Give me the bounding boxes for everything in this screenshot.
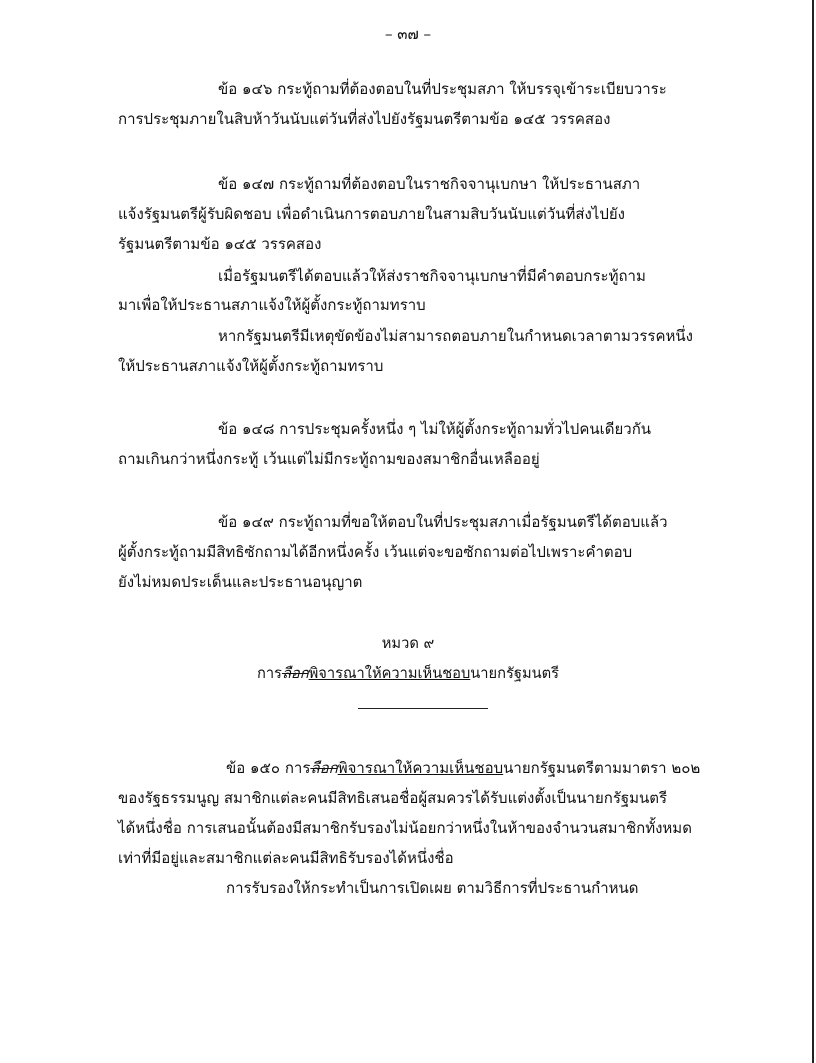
section-147-line-2: แจ้งรัฐมนตรีผู้รับผิดชอบ เพื่อดำเนินการตอบภายในสามสิบวันนับแต่วันที่ส่งไปยัง: [118, 205, 625, 223]
section-150-struck-text: ลือก: [310, 759, 338, 777]
chapter-title-struck-text: ลือก: [281, 665, 309, 682]
section-150-para-2-line-1: การรับรองให้กระทำเป็นการเปิดเผย ตามวิธีการที่ประธานกำหนด: [226, 879, 639, 897]
chapter-title-inserted-text: พิจารณาให้ความเห็นชอบ: [308, 665, 471, 682]
section-150-line-3: ได้หนึ่งชื่อ การเสนอนั้นต้องมีสมาชิกรับรองไม่น้อยกว่าหนึ่งในห้าของจำนวนสมาชิกทั้งหมด: [118, 819, 692, 837]
section-150-prefix: ข้อ ๑๕๐ การ: [226, 759, 311, 777]
section-146-line-1: ข้อ ๑๔๖ กระทู้ถามที่ต้องตอบในที่ประชุมสภา ให้บรรจุเข้าระเบียบวาระ: [218, 80, 667, 98]
section-149-line-2: ผู้ตั้งกระทู้ถามมีสิทธิซักถามได้อีกหนึ่งครั้ง เว้นแต่จะขอซักถามต่อไปเพราะคำตอบ: [118, 543, 633, 561]
section-150-suffix: นายกรัฐมนตรีตามมาตรา ๒๐๒: [503, 759, 701, 777]
section-150-line-4: เท่าที่มีอยู่และสมาชิกแต่ละคนมีสิทธิรับรองได้หนึ่งชื่อ: [118, 849, 454, 867]
chapter-separator-rule: [358, 708, 488, 709]
section-149-line-1: ข้อ ๑๔๙ กระทู้ถามที่ขอให้ตอบในที่ประชุมสภาเมื่อรัฐมนตรีได้ตอบแล้ว: [218, 513, 668, 531]
section-147-para-2-line-1: เมื่อรัฐมนตรีได้ตอบแล้วให้ส่งราชกิจจานุเบกษาที่มีคำตอบกระทู้ถาม: [218, 267, 646, 285]
section-150-line-1: [226, 757, 700, 779]
section-147-para-3-line-2: ให้ประธานสภาแจ้งให้ผู้ตั้งกระทู้ถามทราบ: [118, 357, 384, 375]
section-147-para-2-line-2: มาเพื่อให้ประธานสภาแจ้งให้ผู้ตั้งกระทู้ถามทราบ: [118, 296, 426, 314]
chapter-title-prefix: การ: [256, 665, 282, 682]
page-number: – ๓๗ –: [384, 25, 432, 43]
section-150-line-2: ของรัฐธรรมนูญ สมาชิกแต่ละคนมีสิทธิเสนอชื่อผู้สมควรได้รับแต่งตั้งเป็นนายกรัฐมนตรี: [118, 789, 668, 807]
section-147-line-3: รัฐมนตรีตามข้อ ๑๔๕ วรรคสอง: [118, 235, 322, 253]
chapter-title: [0, 663, 816, 685]
page-edge-line: [812, 0, 814, 1063]
section-147-para-3-line-1: หากรัฐมนตรีมีเหตุขัดข้องไม่สามารถตอบภายในกำหนดเวลาตามวรรคหนึ่ง: [218, 327, 693, 345]
section-148-line-2: ถามเกินกว่าหนึ่งกระทู้ เว้นแต่ไม่มีกระทู้ถามของสมาชิกอื่นเหลืออยู่: [118, 450, 540, 468]
section-148-line-1: ข้อ ๑๔๘ การประชุมครั้งหนึ่ง ๆ ไม่ให้ผู้ตั้งกระทู้ถามทั่วไปคนเดียวกัน: [218, 420, 652, 438]
chapter-label: หมวด ๙: [381, 635, 435, 652]
section-149-line-3: ยังไม่หมดประเด็นและประธานอนุญาต: [118, 573, 363, 591]
section-146-line-2: การประชุมภายในสิบห้าวันนับแต่วันที่ส่งไปยังรัฐมนตรีตามข้อ ๑๔๕ วรรคสอง: [118, 110, 611, 128]
section-147-line-1: ข้อ ๑๔๗ กระทู้ถามที่ต้องตอบในราชกิจจานุเบกษา ให้ประธานสภา: [218, 175, 641, 193]
section-150-inserted-text: พิจารณาให้ความเห็นชอบ: [337, 759, 504, 777]
chapter-title-suffix: นายกรัฐมนตรี: [470, 665, 560, 682]
